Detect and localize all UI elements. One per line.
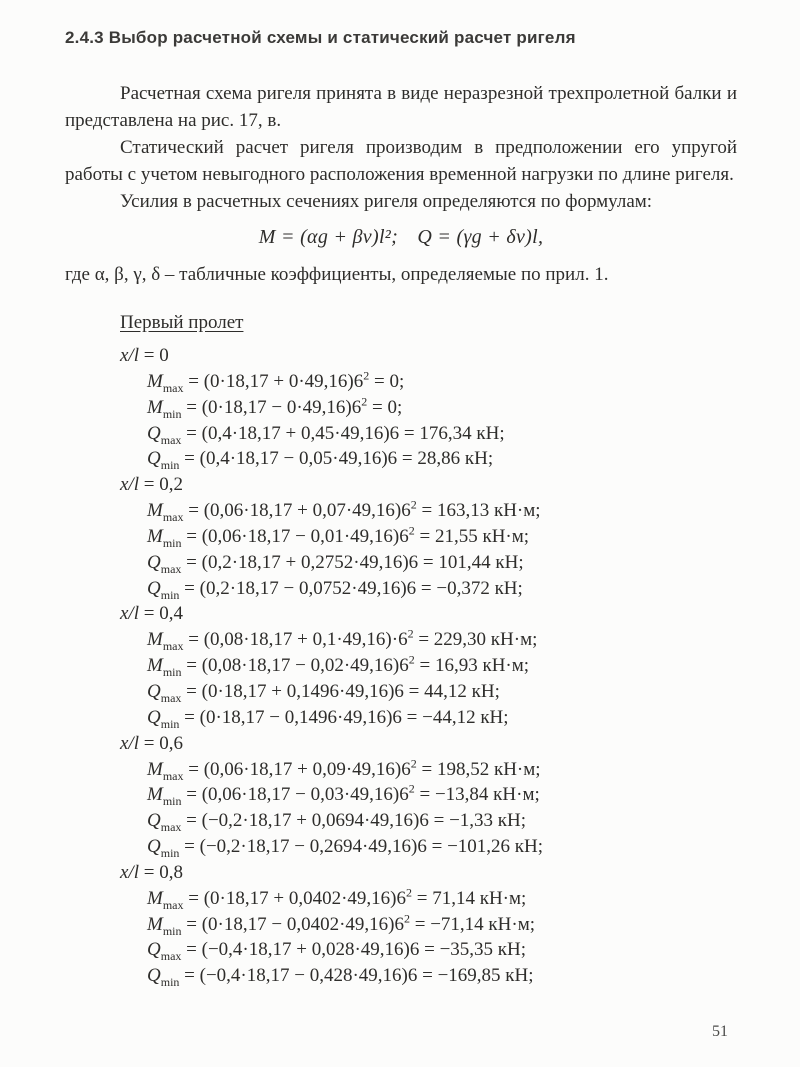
equation-expression: = (0,2·18,17 + 0,2752·49,16)6 = 101,44 кН; (181, 551, 524, 573)
section-heading: 2.4.3 Выбор расчетной схемы и статический расчет ригеля (65, 28, 576, 47)
ratio-line (120, 343, 737, 369)
equation-subscript: min (162, 923, 182, 938)
equation-expression: = (−0,4·18,17 − 0,428·49,16)6 = −169,85 кН; (179, 965, 534, 987)
equation-exponent: 2 (410, 756, 417, 771)
paragraph-static-calc: Статический расчет ригеля производим в предположении его упругой работы с учетом невыгодного расположения временной нагрузки по длине ригеля. (65, 137, 737, 185)
equation-line (147, 421, 737, 447)
equation-line (147, 937, 737, 963)
equation-expression: = (0·18,17 − 0·49,16)6 (181, 396, 362, 418)
equation-symbol: Q (147, 577, 161, 599)
equation-result: = 163,13 кН·м; (416, 500, 541, 522)
equation-expression: = (0·18,17 + 0,1496·49,16)6 = 44,12 кН; (181, 680, 500, 702)
equation-symbol: M (147, 784, 163, 806)
equation-expression: = (−0,2·18,17 − 0,2694·49,16)6 = −101,26 кН; (179, 835, 544, 857)
equation-expression: = (0,08·18,17 − 0,02·49,16)6 (181, 655, 409, 677)
formula-shear: Q = (γg + δν)l, (417, 226, 544, 248)
equation-symbol: M (147, 913, 163, 935)
equation-expression: = (0,2·18,17 − 0,0752·49,16)6 = −0,372 кН; (179, 577, 523, 599)
page-content (65, 28, 737, 989)
calc-block (65, 343, 737, 472)
equation-result: = 71,14 кН·м; (412, 887, 527, 909)
equation-result: = 16,93 кН·м; (414, 655, 530, 677)
equation-line (147, 886, 737, 912)
equation-result: = 0; (369, 371, 405, 392)
equation-symbol: M (147, 396, 163, 418)
ratio-line (120, 731, 737, 757)
equation-exponent: 2 (410, 497, 417, 512)
ratio-line (120, 472, 737, 498)
equation-exponent: 2 (408, 782, 415, 797)
equation-exponent: 2 (408, 652, 415, 667)
coefficients-note: где α, β, γ, δ – табличные коэффициенты, определяемые по прил. 1. (65, 264, 609, 285)
equation-symbol: M (147, 525, 163, 547)
equation-symbol: Q (147, 939, 161, 961)
equation-subscript: max (162, 768, 184, 783)
equation-expression: = (−0,2·18,17 + 0,0694·49,16)6 = −1,33 кН; (181, 810, 527, 832)
equation-line (147, 498, 737, 524)
ratio-value: = 0,8 (139, 861, 183, 883)
ratio-line (120, 860, 737, 886)
equation-subscript: min (162, 794, 182, 809)
equation-line (147, 446, 737, 472)
equation-result: = 198,52 кН·м; (416, 758, 541, 780)
equation-expression: = (0,06·18,17 − 0,03·49,16)6 (181, 784, 409, 806)
equation-result: = 21,55 кН·м; (414, 525, 530, 547)
ratio-value: = 0,4 (139, 603, 183, 625)
equation-line (147, 808, 737, 834)
equation-line (147, 757, 737, 783)
equation-line (147, 679, 737, 705)
equation-result: = −13,84 кН·м; (414, 784, 540, 806)
equation-expression: = (0·18,17 − 0,0402·49,16)6 (181, 913, 404, 935)
equation-symbol: Q (147, 810, 161, 832)
equation-exponent: 2 (361, 394, 368, 409)
equation-result: = −71,14 кН·м; (410, 913, 536, 935)
equation-result: = 229,30 кН·м; (413, 629, 538, 651)
equation-subscript: min (160, 845, 180, 860)
calc-block (65, 472, 737, 601)
equation-subscript: max (160, 690, 182, 705)
equation-symbol: Q (147, 422, 161, 444)
equation-exponent: 2 (406, 885, 412, 900)
equation-subscript: max (160, 432, 182, 447)
equation-symbol: M (147, 629, 163, 651)
calc-blocks (65, 343, 737, 989)
equation-exponent: 2 (404, 911, 410, 926)
equation-subscript: min (160, 587, 180, 602)
equation-line (147, 576, 737, 602)
equation-line (147, 524, 737, 550)
equation-symbol: Q (147, 965, 161, 987)
ratio-variable: x/l (120, 603, 139, 625)
ratio-variable: x/l (120, 474, 139, 496)
equation-line (147, 550, 737, 576)
span-label-first: Первый пролет (120, 312, 244, 333)
equation-symbol: Q (147, 448, 161, 470)
equation-expression: = (−0,4·18,17 + 0,028·49,16)6 = −35,35 кН; (181, 939, 527, 961)
equation-expression: = (0·18,17 + 0·49,16)6 (183, 371, 364, 392)
equation-symbol: M (147, 371, 163, 392)
equation-expression: = (0,4·18,17 + 0,45·49,16)6 = 176,34 кН; (181, 422, 505, 444)
equation-expression: = (0·18,17 − 0,1496·49,16)6 = −44,12 кН; (179, 706, 509, 728)
paragraph-scheme: Расчетная схема ригеля принята в виде неразрезной трехпролетной балки и представлена на рис. 17, в. (65, 83, 737, 131)
equation-expression: = (0,06·18,17 + 0,07·49,16)6 (183, 500, 411, 522)
equation-subscript: max (160, 819, 182, 834)
calc-block (65, 860, 737, 989)
page-number: 51 (712, 1023, 728, 1040)
formula (65, 226, 737, 249)
equation-line (147, 782, 737, 808)
equation-subscript: max (162, 509, 184, 524)
ratio-value: = 0,2 (139, 474, 183, 496)
ratio-variable: x/l (120, 861, 139, 883)
equation-line (147, 705, 737, 731)
equation-line (147, 627, 737, 653)
ratio-variable: x/l (120, 732, 139, 754)
equation-symbol: Q (147, 680, 161, 702)
equation-exponent: 2 (408, 523, 415, 538)
equation-subscript: min (162, 664, 182, 679)
equation-symbol: M (147, 500, 163, 522)
equation-exponent: 2 (407, 627, 414, 642)
calc-block (65, 731, 737, 860)
equation-expression: = (0,08·18,17 + 0,1·49,16)·6 (183, 629, 408, 651)
equation-line (147, 369, 737, 395)
equation-expression: = (0,06·18,17 + 0,09·49,16)6 (183, 758, 411, 780)
equation-subscript: min (162, 535, 182, 550)
equation-subscript: min (160, 974, 180, 989)
ratio-line (120, 601, 737, 627)
ratio-value: = 0,6 (139, 732, 183, 754)
equation-exponent: 2 (363, 368, 370, 383)
equation-expression: = (0,06·18,17 − 0,01·49,16)6 (181, 525, 409, 547)
equation-result: = 0; (367, 396, 403, 418)
equation-line (147, 395, 737, 421)
equation-symbol: Q (147, 706, 161, 728)
ratio-variable: x/l (120, 345, 139, 366)
equation-line (147, 653, 737, 679)
equation-symbol: Q (147, 551, 161, 573)
equation-subscript: max (162, 380, 184, 395)
equation-symbol: M (147, 758, 163, 780)
equation-subscript: max (162, 897, 184, 912)
calc-block (65, 601, 737, 730)
equation-line (147, 912, 737, 938)
equation-subscript: max (160, 949, 182, 964)
formula-moment: M = (αg + βν)l²; (258, 226, 399, 248)
equation-line (147, 963, 737, 989)
equation-expression: = (0·18,17 + 0,0402·49,16)6 (183, 887, 406, 909)
equation-subscript: max (160, 561, 182, 576)
ratio-value: = 0 (139, 345, 169, 366)
paragraph-forces-intro: Усилия в расчетных сечениях ригеля определяются по формулам: (120, 191, 653, 212)
equation-symbol: M (147, 887, 163, 909)
equation-symbol: M (147, 655, 163, 677)
equation-expression: = (0,4·18,17 − 0,05·49,16)6 = 28,86 кН; (179, 448, 494, 470)
equation-subscript: min (160, 458, 180, 473)
equation-line (147, 834, 737, 860)
equation-subscript: max (162, 639, 184, 654)
equation-subscript: min (162, 406, 182, 421)
equation-subscript: min (160, 716, 180, 731)
equation-symbol: Q (147, 835, 161, 857)
